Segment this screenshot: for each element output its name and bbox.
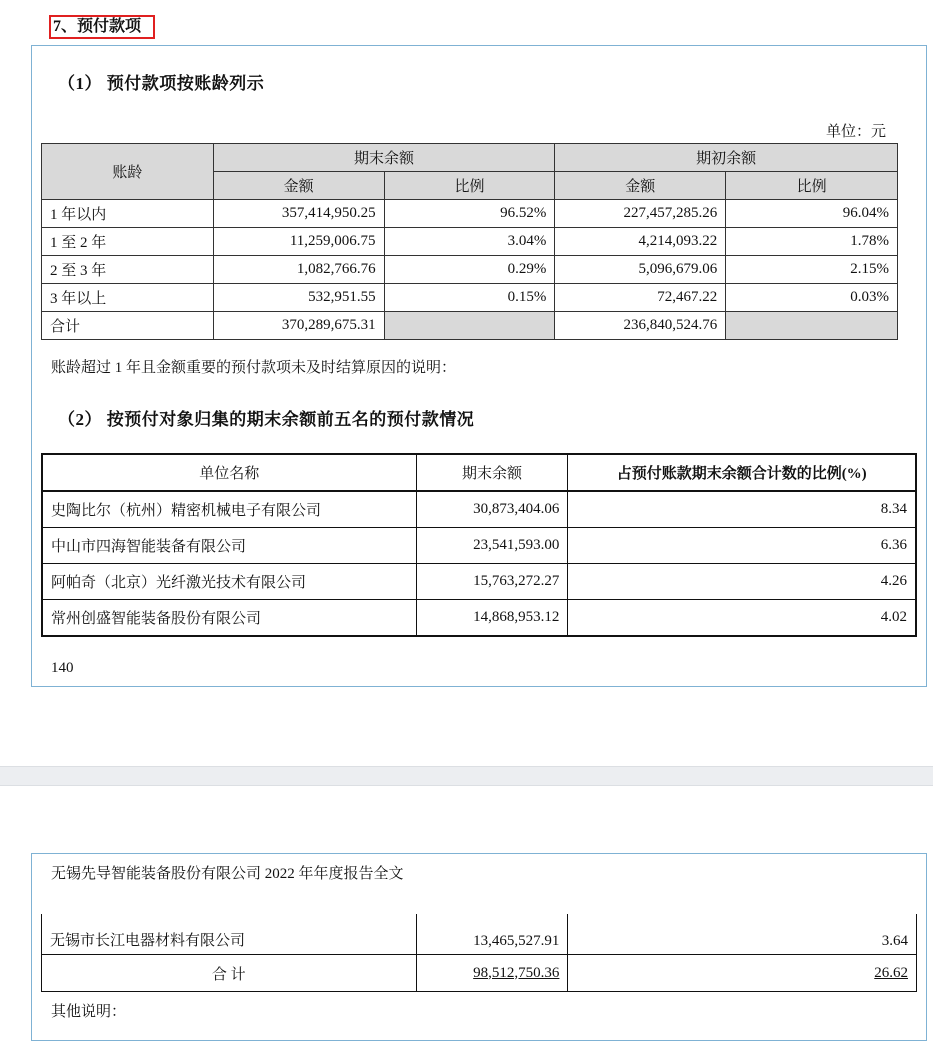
table-row: [42, 228, 898, 256]
amount-cell: 227,457,285.26: [555, 200, 726, 228]
report-header: 无锡先导智能装备股份有限公司 2022 年年度报告全文: [51, 866, 404, 882]
ratio-cell: 2.15%: [726, 256, 898, 284]
section-title: 7、预付款项: [49, 15, 155, 39]
total-end-amount: 370,289,675.31: [213, 312, 384, 340]
top-five-table: [41, 453, 917, 637]
aging-table: [41, 143, 898, 340]
header-end-balance: 期末余额: [416, 454, 568, 491]
amount-cell: 15,763,272.27: [416, 564, 568, 600]
table-row: [42, 564, 916, 600]
ratio-cell: 0.29%: [384, 256, 555, 284]
header-end-balance: 期末余额: [213, 144, 555, 172]
company-name: 无锡市长江电器材料有限公司: [42, 914, 417, 955]
table-row: [42, 600, 916, 637]
amount-cell: 11,259,006.75: [213, 228, 384, 256]
amount-cell: 23,541,593.00: [416, 528, 568, 564]
ratio-cell: 8.34: [568, 491, 916, 528]
amount-cell: 4,214,093.22: [555, 228, 726, 256]
total-amount-value: 98,512,750.36: [473, 964, 560, 981]
age-cell: 1 年以内: [42, 200, 214, 228]
amount-cell: 1,082,766.76: [213, 256, 384, 284]
table-row: [42, 256, 898, 284]
total-begin-amount: 236,840,524.76: [555, 312, 726, 340]
company-name: 阿帕奇（北京）光纤激光技术有限公司: [42, 564, 416, 600]
header-age: 账龄: [42, 144, 214, 200]
age-cell: 2 至 3 年: [42, 256, 214, 284]
header-ratio: 比例: [384, 172, 555, 200]
ratio-cell: 0.03%: [726, 284, 898, 312]
page-number: 140: [51, 660, 74, 676]
age-cell: 1 至 2 年: [42, 228, 214, 256]
aging-note: 账龄超过 1 年且金额重要的预付款项未及时结算原因的说明：: [51, 360, 457, 376]
amount-cell: 5,096,679.06: [555, 256, 726, 284]
total-amount: [416, 955, 568, 992]
part1-title: （1） 预付款项按账龄列示: [58, 74, 265, 93]
ratio-cell: 3.04%: [384, 228, 555, 256]
ratio-cell: 6.36: [568, 528, 916, 564]
ratio-cell: 4.02: [568, 600, 916, 637]
amount-cell: 13,465,527.91: [416, 914, 568, 955]
header-ratio: 占预付账款期末余额合计数的比例(%): [568, 454, 916, 491]
ratio-cell: 1.78%: [726, 228, 898, 256]
amount-cell: 72,467.22: [555, 284, 726, 312]
top-five-table-continued: [41, 914, 917, 992]
total-label: 合计: [42, 312, 214, 340]
table-row: [42, 491, 916, 528]
header-begin-balance: 期初余额: [555, 144, 898, 172]
table-row: [42, 914, 917, 955]
table-row: [42, 528, 916, 564]
ratio-cell: 96.04%: [726, 200, 898, 228]
ratio-cell: 4.26: [568, 564, 916, 600]
company-name: 史陶比尔（杭州）精密机械电子有限公司: [42, 491, 416, 528]
header-amount: 金额: [555, 172, 726, 200]
other-note: 其他说明：: [51, 1004, 127, 1020]
total-label: 合 计: [42, 955, 417, 992]
header-ratio: 比例: [726, 172, 898, 200]
header-amount: 金额: [213, 172, 384, 200]
part2-title: （2） 按预付对象归集的期末余额前五名的预付款情况: [58, 410, 475, 429]
empty-cell: [726, 312, 898, 340]
company-name: 中山市四海智能装备有限公司: [42, 528, 416, 564]
company-name: 常州创盛智能装备股份有限公司: [42, 600, 416, 637]
total-row: [42, 955, 917, 992]
ratio-cell: 0.15%: [384, 284, 555, 312]
header-name: 单位名称: [42, 454, 416, 491]
total-ratio: [568, 955, 917, 992]
ratio-cell: 3.64: [568, 914, 917, 955]
amount-cell: 532,951.55: [213, 284, 384, 312]
amount-cell: 14,868,953.12: [416, 600, 568, 637]
ratio-cell: 96.52%: [384, 200, 555, 228]
total-row: [42, 312, 898, 340]
empty-cell: [384, 312, 555, 340]
amount-cell: 30,873,404.06: [416, 491, 568, 528]
age-cell: 3 年以上: [42, 284, 214, 312]
amount-cell: 357,414,950.25: [213, 200, 384, 228]
page-separator: [0, 766, 933, 786]
table-row: [42, 200, 898, 228]
total-ratio-value: 26.62: [874, 964, 908, 981]
unit-label: 单位：元: [826, 124, 887, 140]
table-row: [42, 284, 898, 312]
